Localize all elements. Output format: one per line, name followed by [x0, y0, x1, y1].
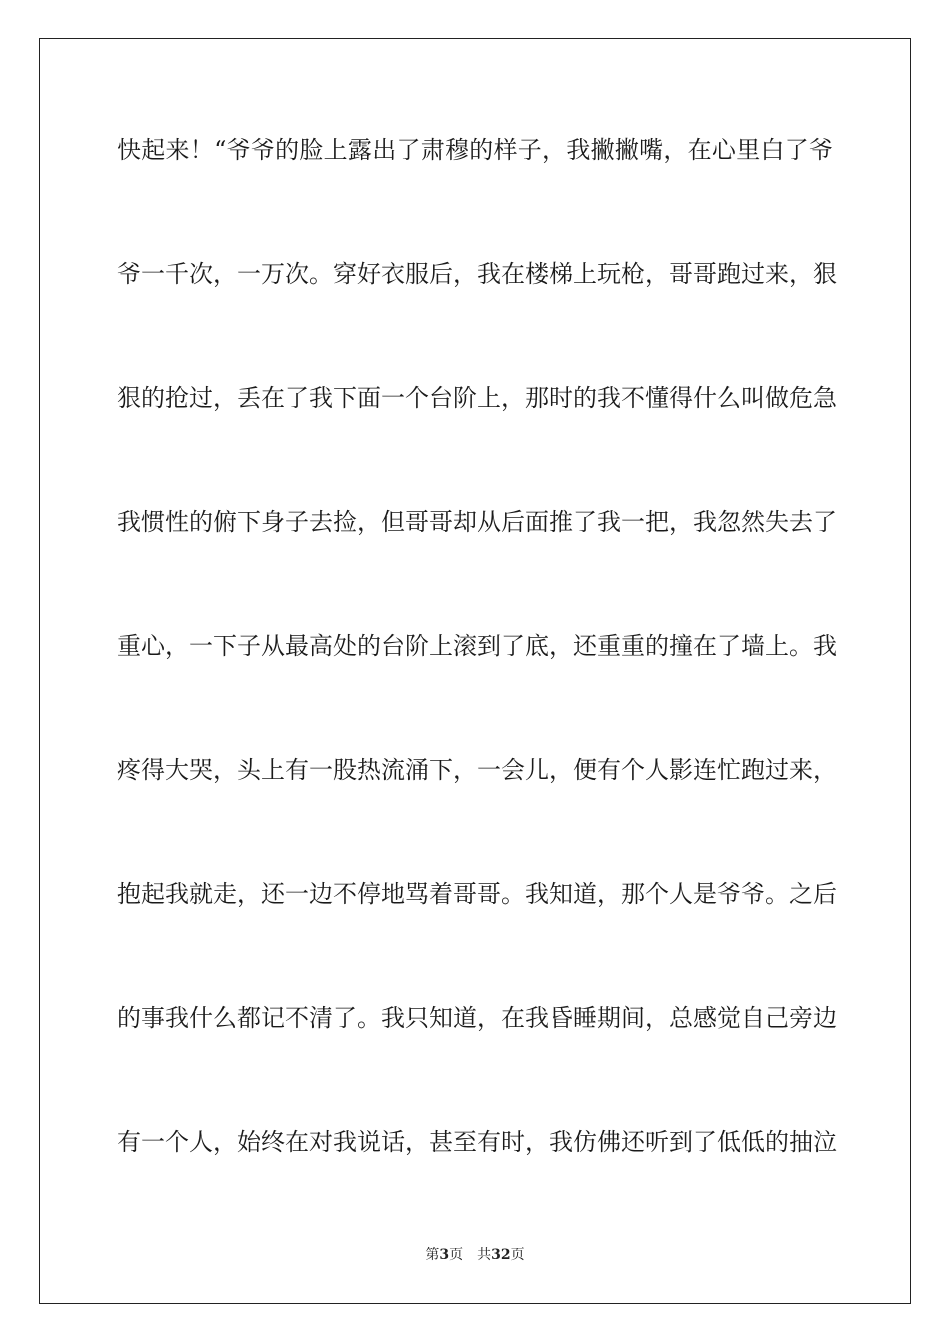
body-text-line: 的事我什么都记不清了。我只知道，在我昏睡期间，总感觉自己旁边	[117, 1004, 837, 1032]
total-prefix: 共	[477, 1247, 492, 1263]
page-suffix: 页	[449, 1247, 464, 1263]
body-text-line: 狠的抢过，丢在了我下面一个台阶上，那时的我不懂得什么叫做危急	[117, 384, 837, 412]
body-text-line: 抱起我就走，还一边不停地骂着哥哥。我知道，那个人是爷爷。之后	[117, 880, 837, 908]
page-prefix: 第	[425, 1247, 440, 1263]
body-text-line: 快起来！“爷爷的脸上露出了肃穆的样子，我撇撇嘴，在心里白了爷	[117, 136, 833, 164]
body-text-line: 爷一千次，一万次。穿好衣服后，我在楼梯上玩枪，哥哥跑过来，狠	[117, 260, 837, 288]
current-page-number: 3	[439, 1247, 450, 1263]
page-footer	[0, 1245, 950, 1265]
body-text-line: 疼得大哭，头上有一股热流涌下，一会儿，便有个人影连忙跑过来，	[117, 756, 837, 784]
body-text-line: 我惯性的俯下身子去捡，但哥哥却从后面推了我一把，我忽然失去了	[117, 508, 837, 536]
total-suffix: 页	[510, 1247, 525, 1263]
page-border	[39, 38, 911, 1304]
body-text-line: 重心，一下子从最高处的台阶上滚到了底，还重重的撞在了墙上。我	[117, 632, 837, 660]
body-text-line: 有一个人，始终在对我说话，甚至有时，我仿佛还听到了低低的抽泣	[117, 1128, 837, 1156]
total-page-count: 32	[491, 1247, 511, 1263]
